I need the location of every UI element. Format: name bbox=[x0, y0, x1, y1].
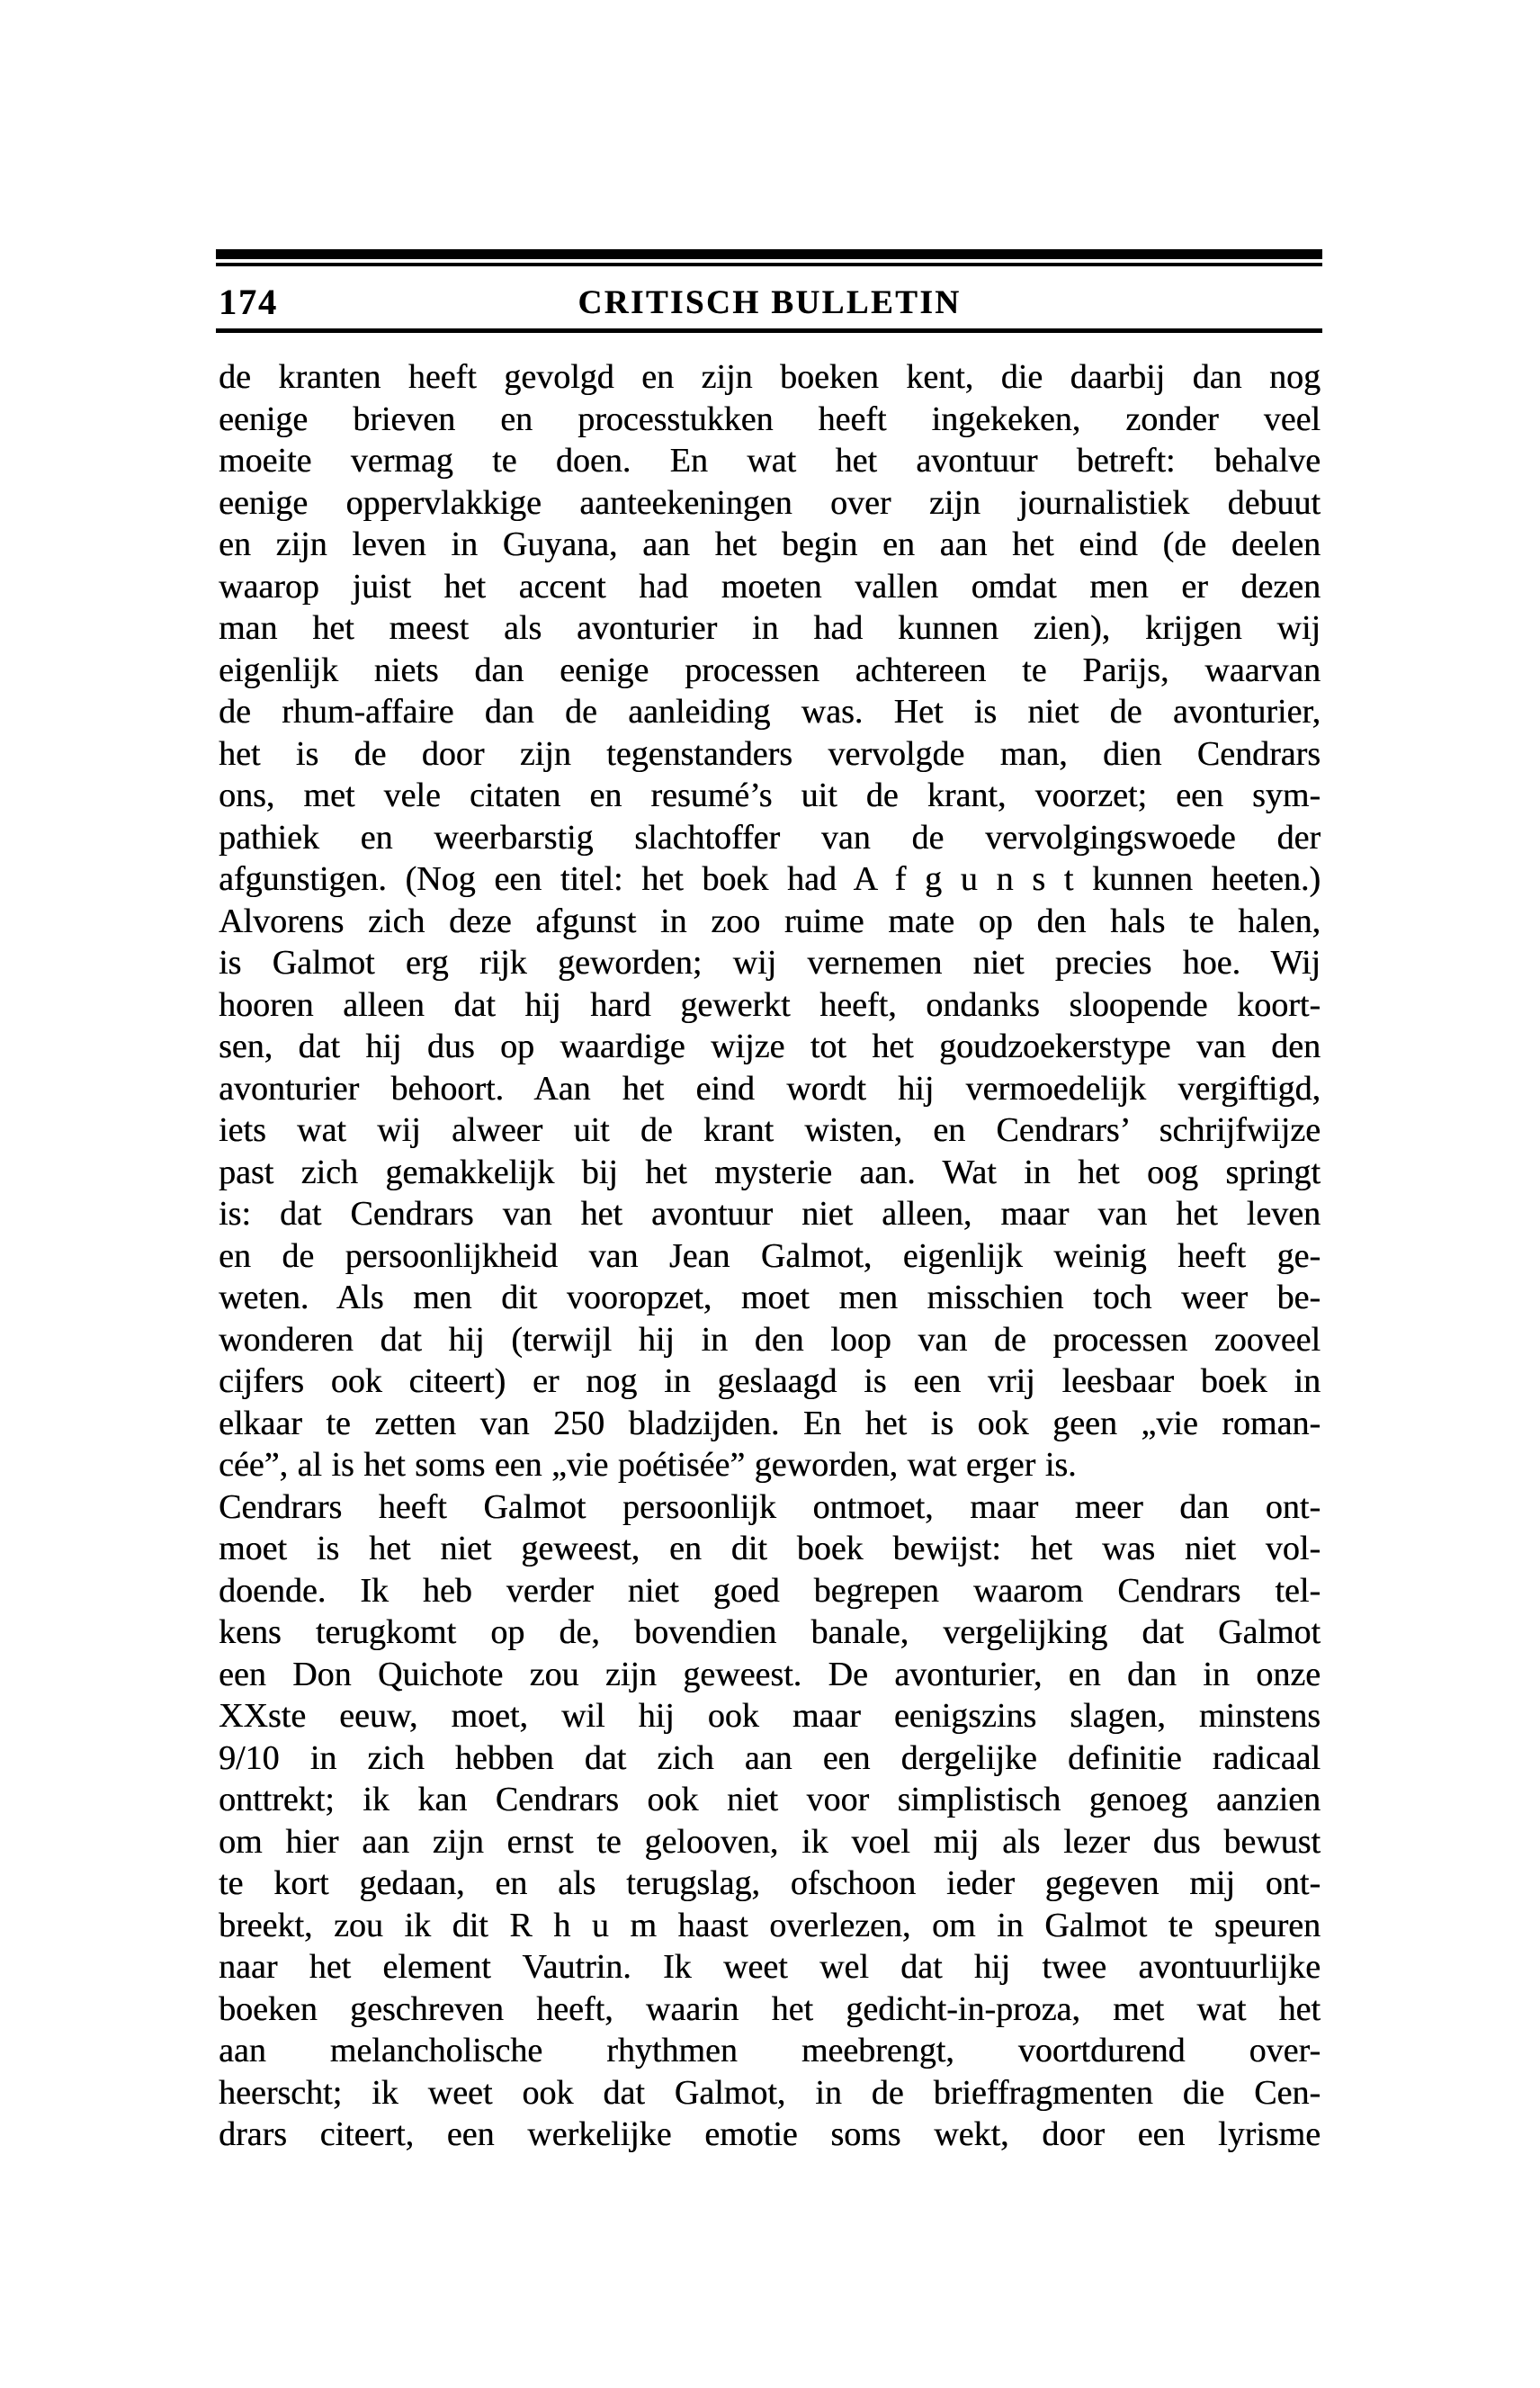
text-line: drars citeert, een werkelijke emotie soms wekt, door een lyrisme bbox=[219, 2115, 1321, 2153]
page-number: 174 bbox=[219, 282, 278, 322]
text-line: is: dat Cendrars van het avontuur niet alleen, maar van het leven bbox=[219, 1195, 1321, 1233]
text-line: om hier aan zijn ernst te gelooven, ik voel mij als lezer dus bewust bbox=[219, 1822, 1321, 1861]
text-line: avonturier behoort. Aan het eind wordt hij vermoedelijk vergiftigd, bbox=[219, 1069, 1321, 1108]
text-line: man het meest als avonturier in had kunnen zien), krijgen wij bbox=[219, 609, 1321, 647]
text-line: iets wat wij alweer uit de krant wisten, en Cendrars’ schrijfwijze bbox=[219, 1111, 1321, 1149]
text-line: eenige brieven en processtukken heeft ingekeken, zonder veel bbox=[219, 399, 1321, 438]
text-line: doende. Ik heb verder niet goed begrepen waarom Cendrars tel- bbox=[219, 1571, 1321, 1610]
text-line: weten. Als men dit vooropzet, moet men misschien toch weer be- bbox=[219, 1279, 1321, 1316]
body-text bbox=[219, 356, 1321, 2156]
top-rule-thick bbox=[216, 249, 1322, 259]
text-line: ons, met vele citaten en resumé’s uit de krant, voorzet; een sym- bbox=[219, 777, 1321, 814]
text-line: een Don Quichote zou zijn geweest. De avonturier, en dan in onze bbox=[219, 1655, 1321, 1693]
text-line: cijfers ook citeert) er nog in geslaagd is een vrij leesbaar boek in bbox=[219, 1362, 1321, 1400]
text-line: Alvorens zich deze afgunst in zoo ruime mate op den hals te halen, bbox=[219, 902, 1321, 940]
text-line: breekt, zou ik dit R h u m haast overlezen, om in Galmot te speuren bbox=[219, 1906, 1321, 1944]
text-line: heerscht; ik weet ook dat Galmot, in de brieffragmenten die Cen- bbox=[219, 2073, 1321, 2112]
text-line: en zijn leven in Guyana, aan het begin en aan het eind (de deelen bbox=[219, 525, 1321, 563]
text-line: en de persoonlijkheid van Jean Galmot, eigenlijk weinig heeft ge- bbox=[219, 1236, 1321, 1275]
text-line: wonderen dat hij (terwijl hij in den loop van de processen zooveel bbox=[219, 1320, 1321, 1359]
text-line: het is de door zijn tegenstanders vervolgde man, dien Cendrars bbox=[219, 734, 1321, 773]
text-line: de rhum-affaire dan de aanleiding was. Het is niet de avonturier, bbox=[219, 693, 1321, 731]
running-head bbox=[219, 281, 1321, 324]
text-line: te kort gedaan, en als terugslag, ofschoon ieder gegeven mij ont- bbox=[219, 1864, 1321, 1902]
text-line: hooren alleen dat hij hard gewerkt heeft, ondanks sloopende koort- bbox=[219, 985, 1321, 1024]
text-line: aan melancholische rhythmen meebrengt, voortdurend over- bbox=[219, 2032, 1321, 2069]
text-line: waarop juist het accent had moeten vallen omdat men er dezen bbox=[219, 567, 1321, 606]
text-line: elkaar te zetten van 250 bladzijden. En het is ook geen „vie roman- bbox=[219, 1404, 1321, 1442]
text-line: onttrekt; ik kan Cendrars ook niet voor simplistisch genoeg aanzien bbox=[219, 1781, 1321, 1818]
text-line: eenige oppervlakkige aanteekeningen over zijn journalistiek debuut bbox=[219, 483, 1321, 522]
text-line: moeite vermag te doen. En wat het avontuur betreft: behalve bbox=[219, 442, 1321, 480]
text-line: naar het element Vautrin. Ik weet wel dat hij twee avontuurlijke bbox=[219, 1948, 1321, 1986]
text-line: sen, dat hij dus op waardige wijze tot het goudzoekerstype van den bbox=[219, 1028, 1321, 1065]
text-line: cée”, al is het soms een „vie poétisée” geworden, wat erger is. bbox=[219, 1446, 1077, 1484]
text-line: Cendrars heeft Galmot persoonlijk ontmoet, maar meer dan ont- bbox=[219, 1487, 1321, 1526]
text-line: 9/10 in zich hebben dat zich aan een dergelijke definitie radicaal bbox=[219, 1738, 1321, 1777]
text-line: kens terugkomt op de, bovendien banale, vergelijking dat Galmot bbox=[219, 1613, 1321, 1651]
page-title: CRITISCH BULLETIN bbox=[578, 284, 962, 321]
text-line: de kranten heeft gevolgd en zijn boeken kent, die daarbij dan nog bbox=[219, 358, 1321, 396]
text-line: XXste eeuw, moet, wil hij ook maar eenigszins slagen, minstens bbox=[219, 1697, 1321, 1735]
text-line: afgunstigen. (Nog een titel: het boek had A f g u n s t kunnen heeten.) bbox=[219, 860, 1321, 898]
text-line: moet is het niet geweest, en dit boek bewijst: het was niet vol- bbox=[219, 1530, 1321, 1567]
text-line: past zich gemakkelijk bij het mysterie aan. Wat in het oog springt bbox=[219, 1153, 1321, 1191]
top-rule-thin bbox=[216, 263, 1322, 266]
text-line: eigenlijk niets dan eenige processen achtereen te Parijs, waarvan bbox=[219, 651, 1321, 689]
text-line: pathiek en weerbarstig slachtoffer van de vervolgingswoede der bbox=[219, 818, 1321, 857]
text-line: is Galmot erg rijk geworden; wij vernemen niet precies hoe. Wij bbox=[219, 944, 1321, 982]
text-line: boeken geschreven heeft, waarin het gedicht-in-proza, met wat het bbox=[219, 1989, 1321, 2028]
header-bottom-rule bbox=[216, 328, 1322, 333]
